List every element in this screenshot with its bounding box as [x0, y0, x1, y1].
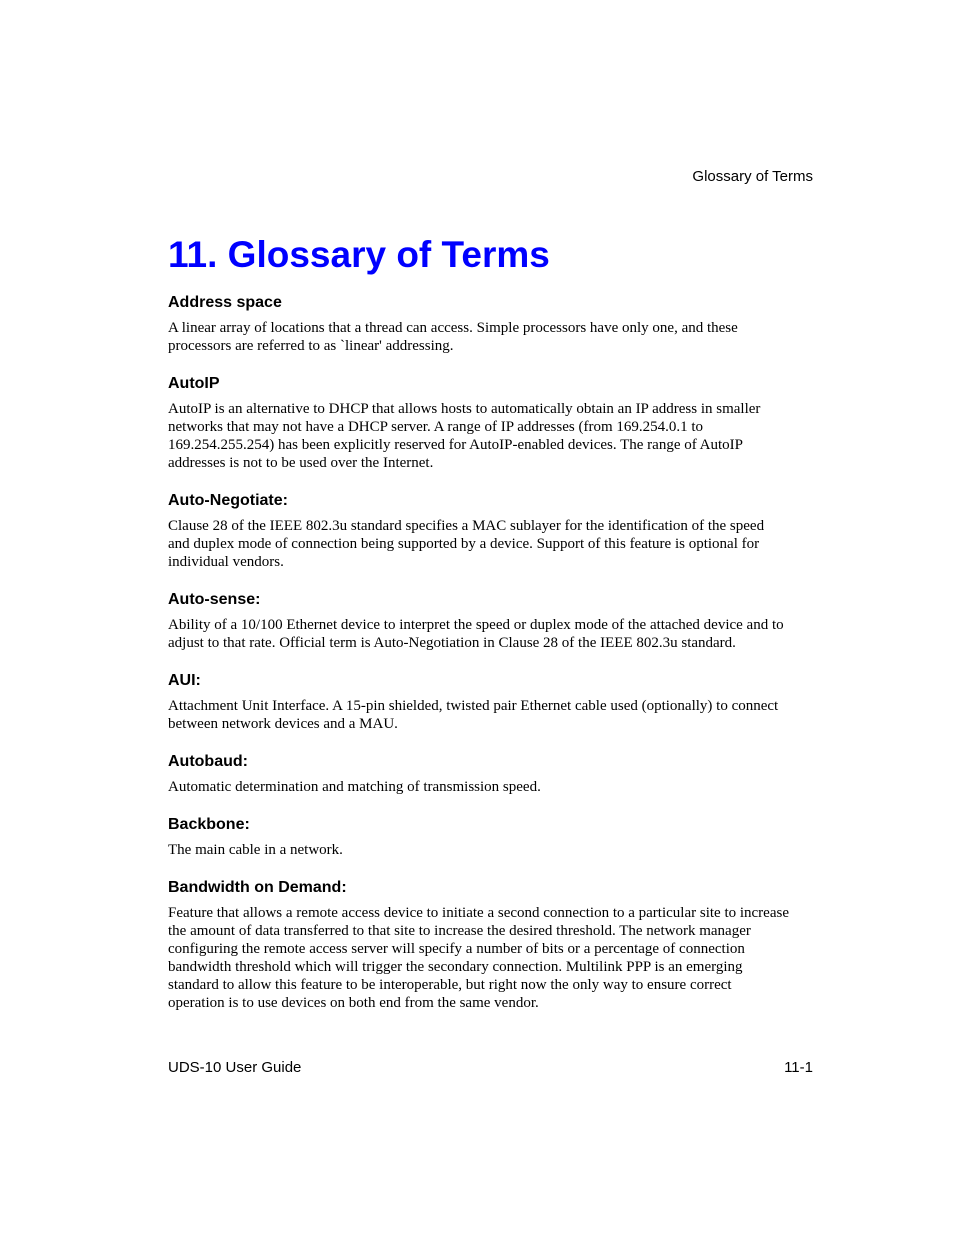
- glossary-entry: [168, 815, 818, 859]
- running-header: Glossary of Terms: [692, 168, 813, 185]
- glossary-term: Auto-sense:: [168, 591, 261, 608]
- glossary-term: Auto-Negotiate:: [168, 492, 288, 509]
- footer-document-title: UDS-10 User Guide: [168, 1059, 302, 1076]
- glossary-definition: AutoIP is an alternative to DHCP that allows hosts to automatically obtain an IP address in smaller networks that may not have a DHCP server. A range of IP addresses (from 169.254.0.1 to 169.254.255.254) has been explicitly reserved for AutoIP-enabled devices. The range of AutoIP addresses is not to be used over the Internet.: [168, 401, 761, 471]
- glossary-definition: A linear array of locations that a thread can access. Simple processors have only one, and these processors are referred to as `linear' addressing.: [168, 320, 738, 354]
- glossary-entry: [168, 752, 818, 796]
- glossary-definition: Attachment Unit Interface. A 15-pin shielded, twisted pair Ethernet cable used (optionally) to connect between network devices and a MAU.: [168, 698, 779, 732]
- glossary-term: AUI:: [168, 672, 201, 689]
- glossary-entry: [168, 878, 818, 1012]
- glossary-term: Address space: [168, 294, 282, 311]
- glossary-definition: Ability of a 10/100 Ethernet device to interpret the speed or duplex mode of the attached device and to adjust to that rate. Official term is Auto-Negotiation in Clause 28 of the IEEE 802.3u standard.: [168, 617, 784, 651]
- glossary-entries: [168, 293, 818, 1031]
- glossary-term: Backbone:: [168, 816, 250, 833]
- glossary-entry: [168, 374, 818, 472]
- glossary-entry: [168, 590, 818, 652]
- glossary-term: AutoIP: [168, 375, 220, 392]
- glossary-term: Bandwidth on Demand:: [168, 879, 347, 896]
- chapter-title: 11. Glossary of Terms: [168, 234, 550, 275]
- footer-page-number: 11-1: [784, 1059, 813, 1076]
- glossary-term: Autobaud:: [168, 753, 248, 770]
- glossary-entry: [168, 293, 818, 355]
- glossary-definition: Feature that allows a remote access device to initiate a second connection to a particular site to increase the amount of data transferred to that site to increase the desired threshold. The network manager configuring the remote access server will specify a number of bits or a percentage of connection bandwidth threshold which will trigger the secondary connection. Multilink PPP is an emerging standard to allow this feature to be interoperable, but right now the only way to ensure correct operation is to use devices on both end from the same vendor.: [168, 905, 789, 1011]
- glossary-definition: The main cable in a network.: [168, 842, 343, 858]
- glossary-entry: [168, 671, 818, 733]
- glossary-entry: [168, 491, 818, 571]
- glossary-definition: Automatic determination and matching of transmission speed.: [168, 779, 541, 795]
- glossary-definition: Clause 28 of the IEEE 802.3u standard specifies a MAC sublayer for the identification of the speed and duplex mode of connection being supported by a device. Support of this feature is optional for individual vendors.: [168, 518, 765, 570]
